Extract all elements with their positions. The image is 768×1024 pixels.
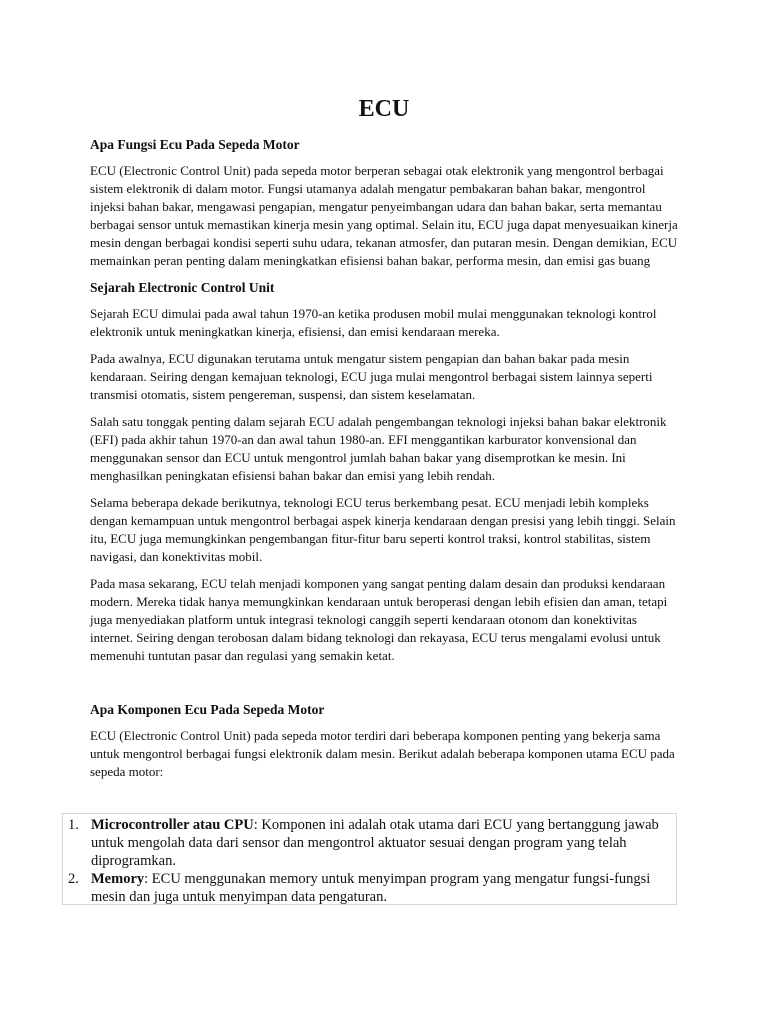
list-item-number: 1. <box>68 817 79 833</box>
page-title: ECU <box>358 96 410 122</box>
list-item-text <box>91 816 671 870</box>
list-item-description: : Komponen ini adalah otak utama dari ECU yang bertanggung jawab untuk mengolah data dari sensor dan mengontrol aktuator sesuai dengan program yang telah diprogramkan. <box>91 817 659 869</box>
paragraph-komponen: ECU (Electronic Control Unit) pada sepeda motor terdiri dari beberapa komponen penting yang bekerja sama untuk mengontrol berbagai fungsi elektronik dalam mesin. Berikut adalah beberapa komponen utama ECU pada sepeda motor: <box>90 728 675 779</box>
components-list <box>62 813 677 905</box>
section-heading-komponen: Apa Komponen Ecu Pada Sepeda Motor <box>90 702 325 717</box>
list-item-number: 2. <box>68 871 79 887</box>
paragraph-fungsi: ECU (Electronic Control Unit) pada sepeda motor berperan sebagai otak elektronik yang mengontrol berbagai sistem elektronik di dalam motor. Fungsi utamanya adalah mengatur pembakaran bahan bakar, mengontrol injeksi bahan bakar, mengawasi pengapian, mengatur penyeimbangan udara dan bahan bakar, serta memantau berbagai sensor untuk memastikan kinerja mesin yang optimal. Selain itu, ECU juga dapat menyesuaikan kinerja mesin dengan berbagai kondisi seperti suhu udara, tekanan atmosfer, dan putaran mesin. Dengan demikian, ECU memainkan peran penting dalam meningkatkan efisiensi bahan bakar, performa mesin, dan emisi gas buang <box>90 163 678 268</box>
section-spacer <box>90 674 680 701</box>
paragraph-sejarah-5: Pada masa sekarang, ECU telah menjadi komponen yang sangat penting dalam desain dan produksi kendaraan modern. Mereka tidak hanya memungkinkan kendaraan untuk beroperasi dengan lebih efisien dan aman, tetapi juga menyediakan platform untuk integrasi teknologi canggih seperti kendaraan otonom dan konektivitas internet. Seiring dengan terobosan dalam bidang teknologi dan rekayasa, ECU terus mengalami evolusi untuk memenuhi tuntutan pasar dan regulasi yang semakin ketat. <box>90 576 668 663</box>
paragraph-sejarah-4: Selama beberapa dekade berikutnya, teknologi ECU terus berkembang pesat. ECU menjadi lebih kompleks dengan kemampuan untuk mengontrol berbagai aspek kinerja kendaraan dengan presisi yang lebih tinggi. Selain itu, ECU juga memungkinkan pengembangan fitur-fitur baru seperti kontrol traksi, kontrol stabilitas, sistem navigasi, dan konektivitas mobil. <box>90 495 676 564</box>
section-heading-sejarah: Sejarah Electronic Control Unit <box>90 280 275 295</box>
paragraph-sejarah-1: Sejarah ECU dimulai pada awal tahun 1970-an ketika produsen mobil mulai menggunakan teknologi kontrol elektronik untuk meningkatkan kinerja, efisiensi, dan emisi kendaraan mereka. <box>90 306 657 339</box>
paragraph-sejarah-2: Pada awalnya, ECU digunakan terutama untuk mengatur sistem pengapian dan bahan bakar pada mesin kendaraan. Seiring dengan kemajuan teknologi, ECU juga mulai mengontrol berbagai sistem lainnya seperti transmisi otomatis, sistem pengereman, suspensi, dan sistem keselamatan. <box>90 351 653 402</box>
paragraph-sejarah-3: Salah satu tonggak penting dalam sejarah ECU adalah pengembangan teknologi injeksi bahan bakar elektronik (EFI) pada akhir tahun 1970-an dan awal tahun 1980-an. EFI menggantikan karburator konvensional dan menggunakan sensor dan ECU untuk mengontrol jumlah bahan bakar yang disemprotkan ke mesin. Ini menghasilkan peningkatan efisiensi bahan bakar dan emisi yang lebih rendah. <box>90 414 667 483</box>
section-heading-fungsi: Apa Fungsi Ecu Pada Sepeda Motor <box>90 137 300 152</box>
list-item-term: Microcontroller atau CPU <box>91 817 254 833</box>
list-item-text <box>91 870 671 906</box>
document-body <box>90 136 680 790</box>
list-item-term: Memory <box>91 871 145 887</box>
list-item-description: : ECU menggunakan memory untuk menyimpan program yang mengatur fungsi-fungsi mesin dan juga untuk menyimpan data pengaturan. <box>91 871 651 905</box>
